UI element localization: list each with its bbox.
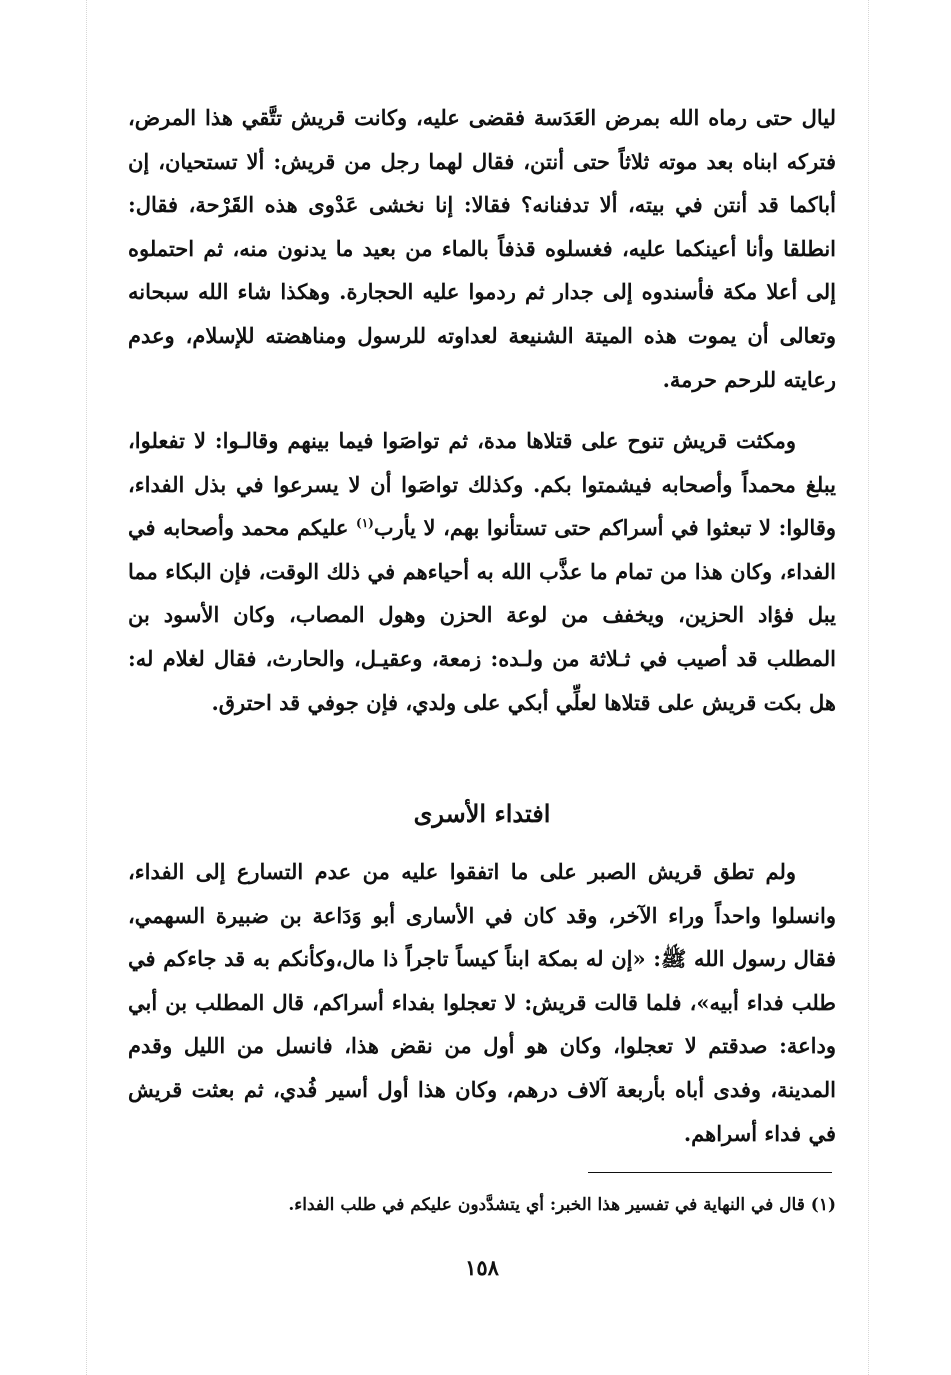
scan-margin-dots-right — [868, 0, 869, 1375]
page-number: ١٥٨ — [465, 1255, 499, 1280]
paragraph-1-text: ليال حتى رماه الله بمرض العَدَسة فقضى عليه، وكانت قريش تتَّقي هذا المرض، فتركه ابناه بعد موته ثلاثاً حتى أنتن، فقال لهما رجل من قريش: ألا تستحيان، إن أباكما قد أنتن في بيته، ألا تدفنانه؟ فقالا: إنا نخشى عَدْوى هذه القَرْحة، فقال: انطلقا وأنا أعينكما عليه، فغسلوه قذفاً بالماء من بعيد ما يدنون منه، ثم احتملوه إلى أعلا مكة فأسندوه إلى جدار ثم ردموا عليه الحجارة. وهكذا شاء الله سبحانه وتعالى أن يموت هذه الميتة الشنيعة لعداوته للرسول ومناهضته للإسلام، وعدم رعايته للرحم حرمة. — [128, 105, 836, 392]
paragraph-2-part-2: عليكم محمد وأصحابه في الفداء، وكان هذا من تمام ما عذَّب الله به أحياءهم في ذلك الوقت، فإن البكاء مما يبل فؤاد الحزين، ويخفف من لوعة الحزن وهول المصاب، وكان الأسود بن المطلب قد أصيب في ثـلاثة من ولـده: زمعة، وعقيـل، والحارث، فقال لغلام له: هل بكت قريش على قتلاها لعلِّي أبكي على ولدي، فإن جوفي قد احترق. — [128, 515, 836, 715]
footnote-marker[interactable]: (١) — [356, 516, 374, 531]
footnote: (١) قال في النهاية في تفسير هذا الخبر: أي يتشدَّدون عليكم في طلب الفداء. — [288, 1195, 836, 1215]
paragraph-3-body: ولم تطق قريش الصبر على ما اتفقوا عليه من عدم التسارع إلى الفداء، وانسلوا واحداً وراء الآخر، وقد كان في الأسارى أبو وَدَاعة بن ضبيرة السهمي، فقال رسول الله ﷺ: «إن له بمكة ابناً كيساً تاجراً ذا مال،وكأنكم به قد جاءكم في طلب فداء أبيه»، فلما قالت قريش: لا تعجلوا بفداء أسراكم، قال المطلب بن أبي وداعة: صدقتم لا تعجلوا، وكان هو أول من نقض هذا، فانسل من الليل وقدم المدينة، وفدى أباه بأربعة آلاف درهم، وكان هذا أول أسير فُدي، ثم بعثت قريش في فداء أسراهم. — [128, 859, 836, 1146]
paragraph-2-text — [128, 419, 836, 724]
section-heading: افتداء الأسرى — [413, 799, 551, 828]
paragraph-2 — [128, 419, 836, 724]
scan-margin-dots-left — [86, 0, 87, 1375]
footnote-separator — [588, 1172, 832, 1173]
paragraph-2-part-1: ومكثت قريش تنوح على قتلاها مدة، ثم تواصَوا فيما بينهم وقالـوا: لا تفعلوا، يبلغ محمداً وأصحابه فيشمتوا بكم. وكذلك تواصَوا أن لا يسرعوا في بذل الفداء، وقالوا: لا تبعثوا في أسراكم حتى تستأنوا بهم، لا يأرب — [128, 428, 836, 541]
paragraph-3 — [128, 850, 836, 1155]
paragraph-1 — [128, 96, 836, 401]
paragraph-3-text — [128, 850, 836, 1155]
